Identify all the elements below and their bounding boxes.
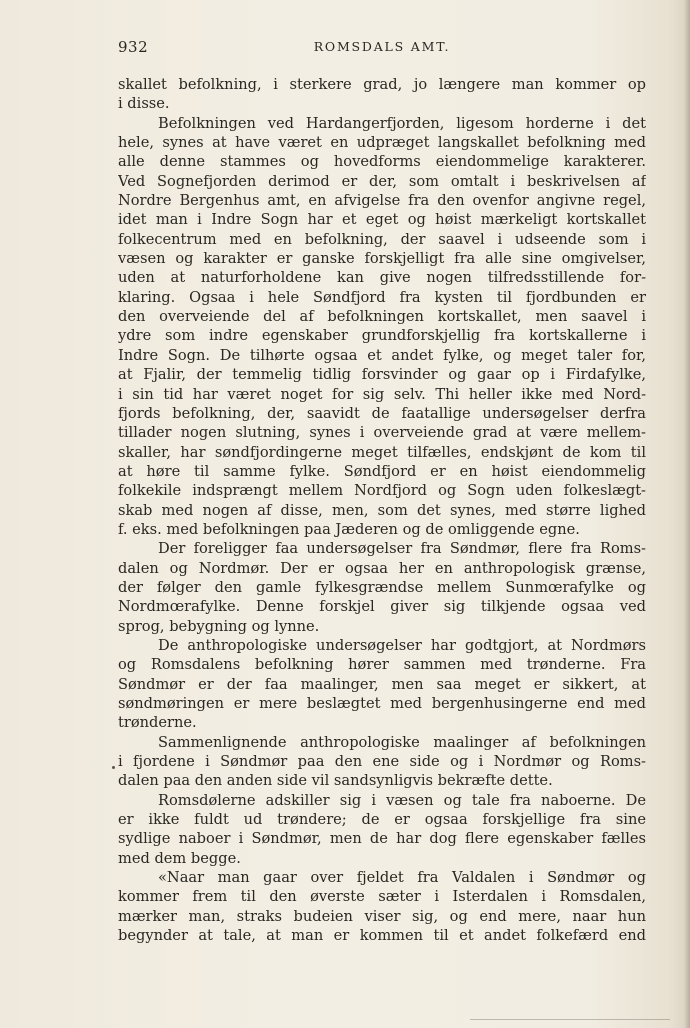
text-line: folkecentrum med en befolkning, der saavel i udseende som i [118,230,646,248]
text-line: tillader nogen slutning, synes i overveiende grad at være mellem- [118,424,646,442]
text-line: der følger den gamle fylkesgrændse mellem Sunmœrafylke og [118,578,646,596]
margin-mark [112,766,115,769]
text-line: mærker man, straks budeien viser sig, og end mere, naar hun [118,907,646,925]
page-edge-shadow [684,0,690,1028]
text-line: idet man i Indre Sogn har et eget og høist mærkeligt kortskallet [118,211,646,229]
text-line: i fjordene i Søndmør paa den ene side og i Nordmør og Roms- [118,753,646,771]
text-line: folkekile indsprængt mellem Nordfjord og Sogn uden folkeslægt- [118,482,646,500]
text-line: er ikke fuldt ud trøndere; de er ogsaa forskjellige fra sine [118,811,646,829]
body-text [118,75,646,945]
text-line: Sammenlignende anthropologiske maalinger af befolkningen [158,733,646,751]
text-line: klaring. Ogsaa i hele Søndfjord fra kysten til fjordbunden er [118,288,646,306]
text-line: søndmøringen er mere beslægtet med bergenhusingerne end med [118,695,646,712]
running-title: ROMSDALS AMT. [313,39,451,54]
text-line: begynder at tale, at man er kommen til et andet folkefærd end [118,927,646,945]
text-line: De anthropologiske undersøgelser har godtgjort, at Nordmørs [158,636,646,654]
text-line: den overveiende del af befolkningen kortskallet, men saavel i [118,308,646,326]
text-line: dalen og Nordmør. Der er ogsaa her en anthropologisk grænse, [118,559,646,577]
text-line: i disse. [118,95,170,113]
text-line: skab med nogen af disse, men, som det synes, med større lighed [118,501,646,519]
text-line: Ved Sognefjorden derimod er der, som omtalt i beskrivelsen af [118,172,646,190]
text-line: Romsdølerne adskiller sig i væsen og tale fra naboerne. De [158,791,646,809]
text-line: og Romsdalens befolkning hører sammen med trønderne. Fra [118,656,646,674]
text-line: med dem begge. [118,849,241,867]
text-line: Søndmør er der faa maalinger, men saa meget er sikkert, at [118,675,646,693]
text-line: Nordmœrafylke. Denne forskjel giver sig tilkjende ogsaa ved [118,598,646,616]
text-line: f. eks. med befolkningen paa Jæderen og de omliggende egne. [118,520,580,538]
text-line: uden at naturforholdene kan give nogen tilfredsstillende for- [118,269,646,287]
text-line: Indre Sogn. De tilhørte ogsaa et andet fylke, og meget taler for, [118,346,646,364]
text-line: skaller, har søndfjordingerne meget tilfælles, endskjønt de kom til [118,443,646,461]
text-line: i sin tid har været noget for sig selv. Thi heller ikke med Nord- [118,385,646,403]
text-line: at Fjalir, der temmelig tidlig forsvinder og gaar op i Firdafylke, [118,366,646,384]
text-line: hele, synes at have været en udpræget langskallet befolkning med [118,134,646,152]
text-line: alle denne stammes og hovedforms eiendommelige karakterer. [118,153,646,171]
text-line: Der foreligger faa undersøgelser fra Søndmør, flere fra Roms- [158,540,646,558]
text-line: dalen paa den anden side vil sandsynligvis bekræfte dette. [118,772,553,790]
page-number: 932 [118,38,149,56]
text-line: ydre som indre egenskaber grundforskjellig fra kortskallerne i [118,327,646,345]
text-line: Nordre Bergenhus amt, en afvigelse fra den ovenfor angivne regel, [118,192,646,210]
text-line: væsen og karakter er ganske forskjelligt fra alle sine omgivelser, [118,250,646,268]
page-header [118,38,646,58]
text-line: sydlige naboer i Søndmør, men de har dog flere egenskaber fælles [118,830,646,848]
text-line: at høre til samme fylke. Søndfjord er en høist eiendommelig [118,462,646,480]
text-line: kommer frem til den øverste sæter i Isterdalen i Romsdalen, [118,888,646,906]
text-line: skallet befolkning, i sterkere grad, jo længere man kommer op [118,76,646,93]
text-line: sprog, bebygning og lynne. [118,617,320,635]
text-line: Befolkningen ved Hardangerfjorden, ligesom horderne i det [158,114,646,132]
text-line: «Naar man gaar over fjeldet fra Valdalen i Søndmør og [158,869,646,887]
bottom-edge-line [470,1019,670,1020]
text-line: fjords befolkning, der, saavidt de faatallige undersøgelser derfra [118,404,646,422]
text-line: trønderne. [118,714,197,732]
